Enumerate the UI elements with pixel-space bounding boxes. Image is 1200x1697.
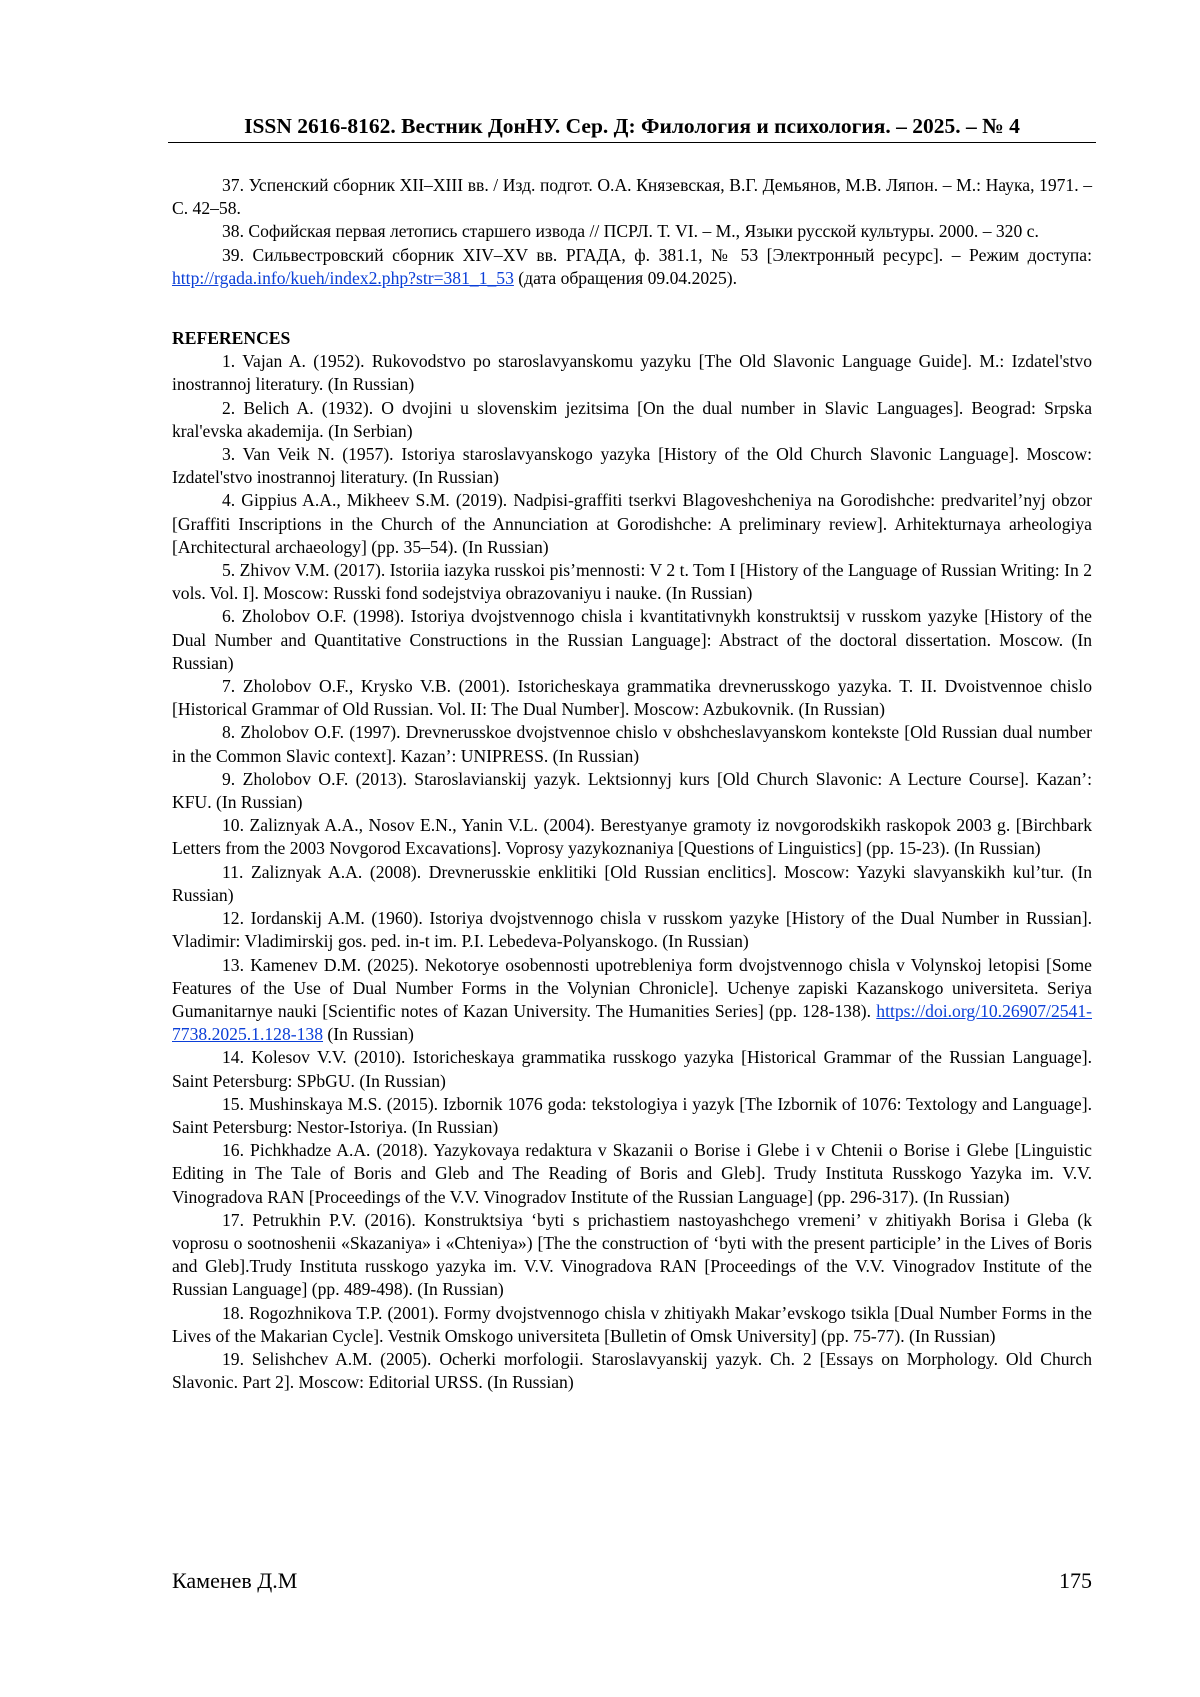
page-number: 175	[1059, 1568, 1092, 1593]
literature-list-tail	[172, 174, 1092, 290]
reference-item: 8. Zholobov O.F. (1997). Drevnerusskoe dvojstvennoe chislo v obshcheslavyanskom kontekste [Old Russian dual number in the Common Slavic context]. Kazan’: UNIPRESS. (In Russian)	[172, 722, 1092, 766]
reference-item-text-after: (In Russian)	[323, 1024, 414, 1045]
reference-item-text: 13. Kamenev D.M. (2025). Nekotorye osobennosti upotrebleniya form dvojstvennogo chisla v Volynskoj letopisi [Some Features of the Use of Dual Number Forms in the Volynian Chronicle]. Uchenye zapiski Kazanskogo universiteta. Seriya Gumanitarnye nauki [Scientific notes of Kazan University. The Humanities Series] (pp. 128-138).	[172, 954, 1092, 1021]
reference-item: 4. Gippius A.A., Mikheev S.M. (2019). Nadpisi-graffiti tserkvi Blagoveshcheniya na Gorodishche: predvaritel’nyj obzor [Graffiti Inscriptions in the Church of the Annunciation at Gorodishche: A preliminary review]. Arhitekturnaya arheologiya [Architectural archaeology] (pp. 35–54). (In Russian)	[172, 490, 1092, 557]
literature-item	[172, 244, 1092, 290]
reference-item: 14. Kolesov V.V. (2010). Istoricheskaya grammatika russkogo yazyka [Historical Grammar of the Russian Language]. Saint Petersburg: SPbGU. (In Russian)	[172, 1047, 1092, 1091]
literature-item-text: 39. Сильвестровский сборник XIV–XV вв. РГАДА, ф. 381.1, № 53 [Электронный ресурс]. – Режим доступа:	[222, 244, 1092, 265]
running-header: ISSN 2616-8162. Вестник ДонНУ. Сер. Д: Филология и психология. – 2025. – № 4	[168, 112, 1096, 143]
reference-item: 10. Zaliznyak A.A., Nosov E.N., Yanin V.L. (2004). Berestyanye gramoty iz novgorodskikh raskopok 2003 g. [Birchbark Letters from the 2003 Novgorod Excavations]. Voprosy yazykoznaniya [Questions of Linguistics] (pp. 15-23). (In Russian)	[172, 815, 1092, 859]
reference-item: 6. Zholobov O.F. (1998). Istoriya dvojstvennogo chisla i kvantitativnykh konstruktsij v russkom yazyke [History of the Dual Number and Quantitative Constructions in the Russian Language]: Abstract of the doctoral dissertation. Moscow. (In Russian)	[172, 606, 1092, 673]
rgada-link[interactable]: http://rgada.info/kueh/index2.php?str=381_1_53	[172, 267, 514, 288]
literature-item: 38. Софийская первая летопись старшего извода // ПСРЛ. Т. VI. – М., Языки русской культуры. 2000. – 320 с.	[222, 221, 1039, 242]
reference-item: 11. Zaliznyak A.A. (2008). Drevnerusskie enklitiki [Old Russian enclitics]. Moscow: Yazyki slavyanskikh kul’tur. (In Russian)	[172, 861, 1092, 905]
reference-item: 5. Zhivov V.M. (2017). Istoriia iazyka russkoi pis’mennosti: V 2 t. Tom I [History of the Language of Russian Writing: In 2 vols. Vol. I]. Moscow: Russki fond sodejstviya obrazovaniyu i nauke. (In Russian)	[172, 560, 1092, 604]
references-list	[172, 350, 1092, 1394]
reference-item	[172, 954, 1092, 1047]
reference-item: 17. Petrukhin P.V. (2016). Konstruktsiya ‘byti s prichastiem nastoyashchego vremeni’ v zhitiyakh Borisa i Gleba (k voprosu o sootnoshenii «Skazaniya» i «Chteniya») [The the construction of ‘byti with the present participle’ in the Lives of Boris and Gleb].Trudy Instituta russkogo yazyka im. V.V. Vinogradova RAN [Proceedings of the V.V. Vinogradov Institute of the Russian Language] (pp. 489-498). (In Russian)	[172, 1209, 1092, 1300]
reference-item: 3. Van Veik N. (1957). Istoriya staroslavyanskogo yazyka [History of the Old Church Slavonic Language]. Moscow: Izdatel'stvo inostrannoj literatury. (In Russian)	[172, 444, 1092, 488]
reference-item: 19. Selishchev A.M. (2005). Ocherki morfologii. Staroslavyanskij yazyk. Ch. 2 [Essays on Morphology. Old Church Slavonic. Part 2]. Moscow: Editorial URSS. (In Russian)	[172, 1348, 1092, 1393]
doi-link[interactable]: https://doi.org/10.26907/2541-7738.2025.1.128-138	[172, 1000, 1092, 1045]
reference-item: 9. Zholobov O.F. (2013). Staroslavianskij yazyk. Lektsionnyj kurs [Old Church Slavonic: A Lecture Course]. Kazan’: KFU. (In Russian)	[172, 768, 1092, 813]
page-body	[172, 174, 1092, 1394]
reference-item: 16. Pichkhadze A.A. (2018). Yazykovaya redaktura v Skazanii o Borise i Glebe i v Chtenii o Borise i Glebe [Linguistic Editing in The Tale of Boris and Gleb and The Reading of Boris and Gleb]. Trudy Instituta Russkogo Yazyka im. V.V. Vinogradova RAN [Proceedings of the V.V. Vinogradov Institute of the Russian Language] (pp. 296-317). (In Russian)	[172, 1140, 1092, 1207]
reference-item: 2. Belich A. (1932). O dvojini u slovenskim jezitsima [On the dual number in Slavic Languages]. Beograd: Srpska kral'evska akademija. (In Serbian)	[172, 397, 1092, 441]
reference-item: 1. Vajan A. (1952). Rukovodstvo po staroslavyanskomu yazyku [The Old Slavonic Language Guide]. M.: Izdatel'stvo inostrannoj literatury. (In Russian)	[172, 351, 1092, 395]
footer-author: Каменев Д.М	[172, 1568, 298, 1593]
literature-item-text-after: (дата обращения 09.04.2025).	[513, 267, 738, 288]
reference-item: 18. Rogozhnikova T.P. (2001). Formy dvojstvennogo chisla v zhitiyakh Makar’evskogo tsikla [Dual Number Forms in the Lives of the Makarian Cycle]. Vestnik Omskogo universiteta [Bulletin of Omsk University] (pp. 75-77). (In Russian)	[172, 1302, 1092, 1346]
reference-item: 15. Mushinskaya M.S. (2015). Izbornik 1076 goda: tekstologiya i yazyk [The Izbornik of 1076: Textology and Language]. Saint Petersburg: Nestor-Istoriya. (In Russian)	[172, 1093, 1092, 1137]
reference-item: 12. Iordanskij A.M. (1960). Istoriya dvojstvennogo chisla v russkom yazyke [History of the Dual Number in Russian]. Vladimir: Vladimirskij gos. ped. in-t im. P.I. Lebedeva-Polyanskogo. (In Russian)	[172, 908, 1092, 952]
literature-item: 37. Успенский сборник XII–XIII вв. / Изд. подгот. О.А. Князевская, В.Г. Демьянов, М.В. Ляпон. – М.: Наука, 1971. – С. 42–58.	[172, 175, 1092, 219]
references-heading: REFERENCES	[172, 328, 291, 349]
reference-item: 7. Zholobov O.F., Krysko V.B. (2001). Istoricheskaya grammatika drevnerusskogo yazyka. T. II. Dvoistvennoe chislo [Historical Grammar of Old Russian. Vol. II: The Dual Number]. Moscow: Azbukovnik. (In Russian)	[172, 676, 1092, 720]
